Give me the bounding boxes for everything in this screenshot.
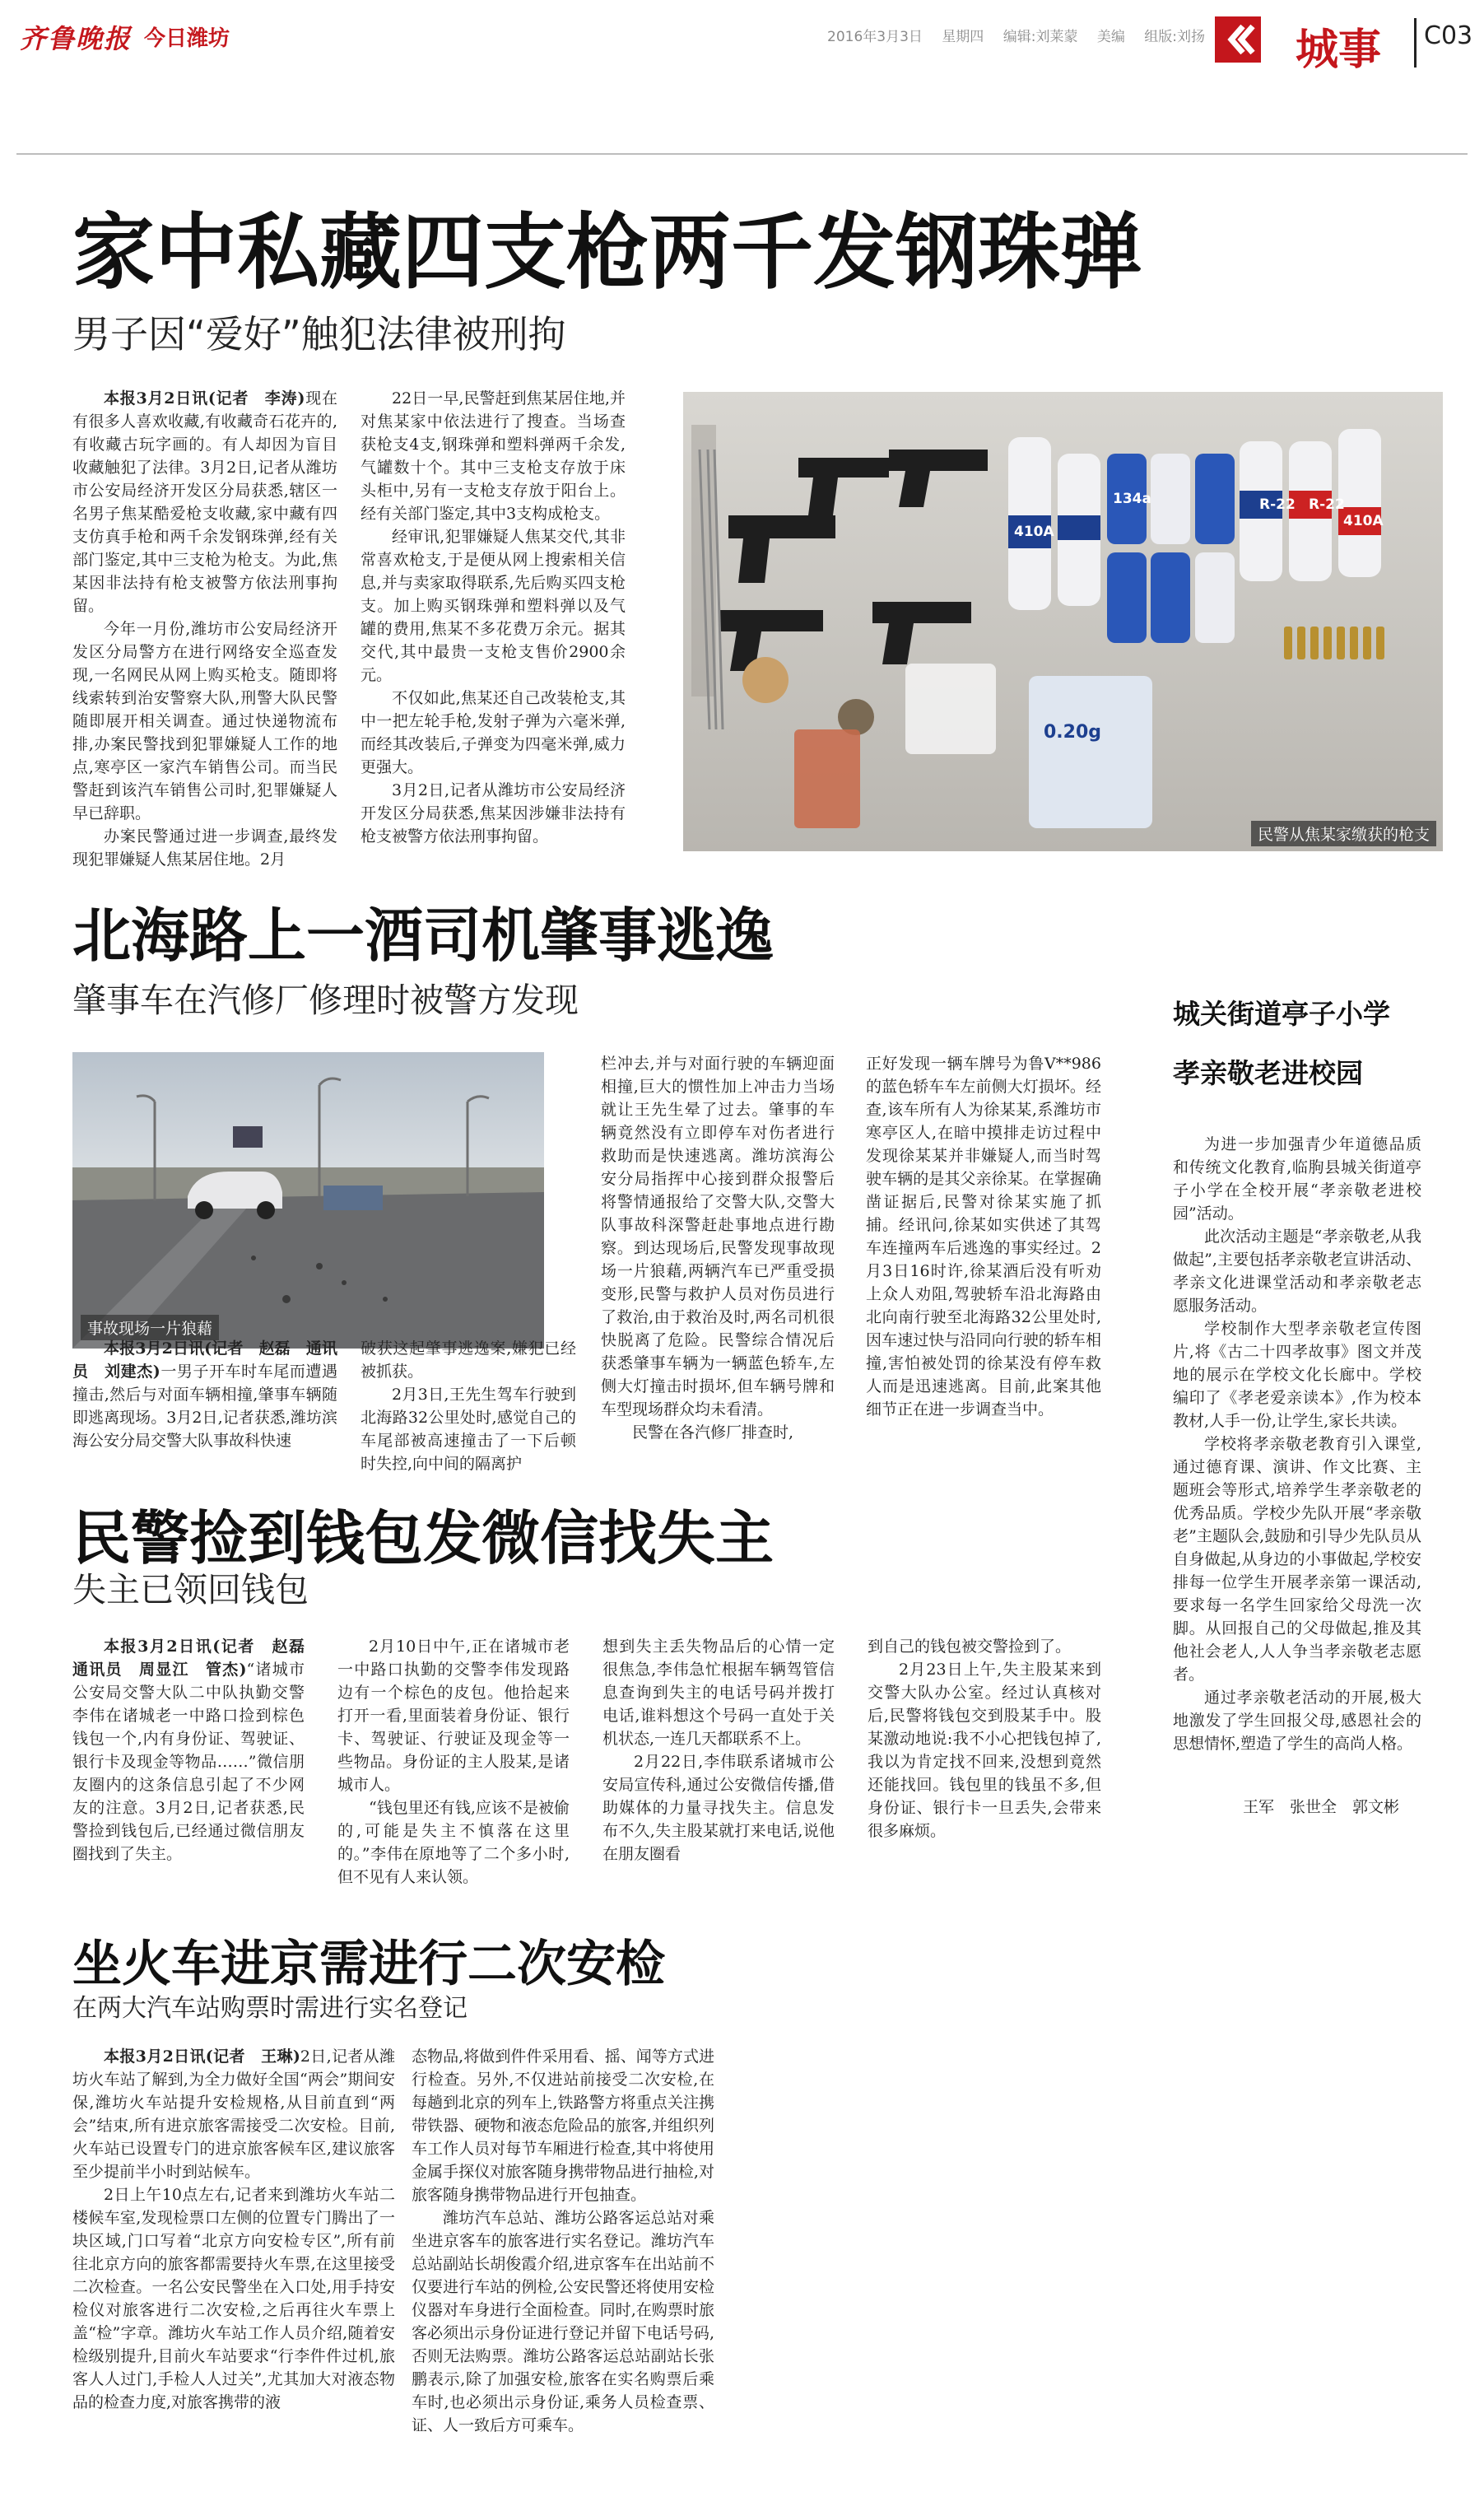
article2-column-1	[72, 1337, 337, 1477]
article1-byline: 本报3月2日讯(记者 李涛)	[104, 389, 305, 408]
can-label: 410A	[1343, 513, 1384, 529]
issue-info	[827, 25, 1220, 45]
page-number: C03	[1424, 21, 1473, 50]
article3-paragraph: 想到失主丢失物品后的心情一定很焦急,李伟急忙根据车辆驾管信息查询到失主的电话号码并拨打电话,谁料想这个号码一直处于关机状态,一连几天都联系不上。	[602, 1638, 835, 1748]
sidebar-credits: 王军 张世全 郭文彬	[1243, 1798, 1400, 1816]
article2-column-2	[361, 1337, 576, 1477]
article2-paragraph: 一男子开车时车尾而遭遇撞击,然后与对面车辆相撞,肇事车辆随即逃离现场。3月2日,记者获悉,潍坊滨海公安分局交警大队事故科快速	[72, 1363, 337, 1450]
masthead-divider	[1414, 18, 1417, 68]
can-label: 410A	[1014, 524, 1054, 540]
article3-subhead: 失主已领回钱包	[72, 1570, 309, 1610]
can-label: R-22	[1309, 496, 1345, 513]
article1-paragraph: 办案民警通过进一步调查,最终发现犯罪嫌疑人焦某居住地。2月	[72, 827, 337, 869]
article2-photo-caption: 事故现场一片狼藉	[81, 1315, 219, 1340]
article1-subhead: 男子因“爱好”触犯法律被刑拘	[72, 312, 566, 356]
article4-paragraph: 潍坊汽车总站、潍坊公路客运总站对乘坐进京客车的旅客进行实名登记。潍坊汽车总站副站长胡俊霞介绍,进京客车在出站前不仅要进行车站的例检,公安民警还将使用安检仪器对车身进行全面检查。同时,在购票时旅客必须出示身份证进行登记并留下电话号码,否则无法购票。潍坊公路客运总站副站长张鹏表示,除了加强安检,旅客在实名购票后乘车时,也必须出示身份证,乘务人员检查票、证、人一致后方可乘车。	[412, 2209, 714, 2434]
sidebar-body	[1173, 1133, 1421, 1800]
article1-paragraph: 现在有很多人喜欢收藏,有收藏奇石花卉的,有收藏古玩字画的。有人却因为盲目收藏触犯了法律。3月2日,记者从潍坊市公安局经济开发区分局获悉,辖区一名男子焦某酷爱枪支收藏,家中藏有四支仿真手枪和两千余发钢珠弹,经有关部门鉴定,其中三支枪为枪支。为此,焦某因非法持有枪支被警方依法刑事拘留。	[72, 389, 337, 615]
article1-headline: 家中私藏四支枪两千发钢珠弹	[72, 204, 1142, 300]
accident-scene-photo	[72, 1052, 544, 1349]
article3-paragraph: 2月22日,李伟联系诸城市公安局宣传科,通过公安微信传播,借助媒体的力量寻找失主。信息发布不久,失主股某就打来电话,说他在朋友圈看	[602, 1753, 835, 1863]
article1-paragraph: 22日一早,民警赶到焦某居住地,并对焦某家中依法进行了搜查。当场查获枪支4支,钢珠弹和塑料弹两千余发,气罐数十个。其中三支枪支存放于床头柜中,另有一支枪支存放于阳台上。经有关部门鉴定,其中3支构成枪支。	[361, 389, 626, 523]
article1-paragraph: 经审讯,犯罪嫌疑人焦某交代,其非常喜欢枪支,于是便从网上搜索相关信息,并与卖家取得联系,先后购买四支枪支。加上购买钢珠弹和塑料弹以及气罐的费用,焦某不多花费万余元。据其交代,其中最贵一支枪支售价2900余元。	[361, 528, 626, 684]
article1-photo	[683, 392, 1443, 851]
article4-column-1	[72, 2045, 395, 2490]
article4-column-2	[412, 2045, 714, 2490]
article1-column-1	[72, 387, 337, 869]
edition-name: 今日潍坊	[144, 26, 230, 51]
chevron-left-icon	[1215, 16, 1261, 63]
article4-paragraph: 态物品,将做到件件采用看、摇、闻等方式进行检查。另外,不仅进站前接受二次安检,在每趟到北京的列车上,铁路警方将重点关注携带铁器、硬物和液态危险品的旅客,并组织列车工作人员对每节车厢进行检查,其中将使用金属手探仪对旅客随身携带物品进行抽检,对旅客随身携带物品进行开包抽查。	[412, 2047, 714, 2204]
article3-paragraph: “钱包里还有钱,应该不是被偷的,可能是失主不慎落在这里的。”李伟在原地等了二个多小时,但不见有人来认领。	[337, 1799, 570, 1886]
art-editor-credit: 美编	[1096, 29, 1125, 45]
article1-paragraph: 3月2日,记者从潍坊市公安局经济开发区分局获悉,焦某因涉嫌非法持有枪支被警方依法刑事拘留。	[361, 781, 626, 846]
sidebar-paragraph: 此次活动主题是“孝亲敬老,从我做起”,主要包括孝亲敬老宣讲活动、孝亲文化进课堂活动和孝亲敬老志愿服务活动。	[1173, 1228, 1421, 1315]
can-label: R-22	[1259, 496, 1296, 513]
article3-byline: 本报3月2日讯(记者 赵磊 通讯员 周显江 管杰)	[72, 1638, 321, 1679]
sidebar-title-line2: 孝亲敬老进校园	[1173, 1057, 1363, 1089]
article3-column-2	[337, 1635, 570, 1890]
article4-subhead: 在两大汽车站购票时需进行实名登记	[72, 1994, 468, 2023]
seized-guns-photo	[683, 392, 1443, 851]
article2-column-4	[866, 1052, 1101, 1465]
svg-text:0.20g: 0.20g	[1044, 722, 1102, 743]
article4-headline: 坐火车进京需进行二次安检	[72, 1936, 665, 1993]
article3-paragraph: “诸城市公安局交警大队二中队执勤交警李伟在诸城老一中路口捡到棕色钱包一个,内有身份证、驾驶证、银行卡及现金等物品……”微信朋友圈内的这条信息引起了不少网友的注意。3月2日,记者获悉,民警捡到钱包后,已经通过微信朋友圈找到了失主。	[72, 1661, 305, 1863]
article1-paragraph: 不仅如此,焦某还自己改装枪支,其中一把左轮手枪,发射子弹为六毫米弹,而经其改装后,子弹变为四毫米弹,威力更强大。	[361, 689, 626, 776]
sidebar-paragraph: 通过孝亲敬老活动的开展,极大地激发了学生回报父母,感恩社会的思想情怀,塑造了学生的高尚人格。	[1173, 1689, 1421, 1753]
issue-weekday: 星期四	[942, 29, 984, 45]
article2-paragraph: 破获这起肇事逃逸案,嫌犯已经被抓获。	[361, 1339, 576, 1381]
can-label: 134a	[1113, 491, 1151, 507]
issue-date: 2016年3月3日	[827, 29, 923, 45]
article4-paragraph: 2日上午10点左右,记者来到潍坊火车站二楼候车室,发现检票口左侧的位置专门腾出了一块区域,门口写着“北京方向安检专区”,所有前往北京方向的旅客都需要持火车票,在这里接受二次检查。一名公安民警坐在入口处,用手持安检仪对旅客进行二次安检,之后再往火车票上盖“检”字章。潍坊火车站工作人员介绍,随着安检级别提升,目前火车站要求“行李件件过机,旅客人人过门,手检人人过关”,尤其加大对液态物品的检查力度,对旅客携带的液	[72, 2186, 395, 2411]
article3-paragraph: 2月10日中午,正在诸城市老一中路口执勤的交警李伟发现路边有一个棕色的皮包。他拾起来打开一看,里面装着身份证、银行卡、驾驶证、行驶证及现金等一些物品。身份证的主人股某,是诸城市人。	[337, 1638, 570, 1794]
article2-paragraph: 民警在各汽修厂排查时,	[632, 1423, 794, 1442]
article2-photo	[72, 1052, 544, 1349]
article2-column-3	[601, 1052, 835, 1465]
article1-photo-caption: 民警从焦某家缴获的枪支	[1251, 821, 1436, 846]
article3-paragraph: 2月23日上午,失主股某来到交警大队办公室。经过认真核对后,民警将钱包交到股某手中。股某激动地说:我不小心把钱包掉了,我以为肯定找不回来,没想到竟然还能找回。钱包里的钱虽不多,但身份证、银行卡一旦丢失,会带来很多麻烦。	[868, 1661, 1101, 1840]
article3-column-1	[72, 1635, 321, 1890]
article3-headline: 民警捡到钱包发微信找失主	[72, 1504, 775, 1572]
sidebar-paragraph: 学校制作大型孝亲敬老宣传图片,将《古二十四孝故事》图文并茂地的展示在学校文化长廊中。学校编印了《孝老爱亲读本》,作为校本教材,人手一份,让学生,家长共读。	[1173, 1320, 1421, 1430]
section-name: 城事	[1296, 26, 1382, 75]
article1-column-2	[361, 387, 626, 853]
article4-paragraph: 2日,记者从潍坊火车站了解到,为全力做好全国“两会”期间安保,潍坊火车站提升安检规格,从目前直到“两会”结束,所有进京旅客需接受二次安检。目前,火车站已设置专门的进京旅客候车区,建议旅客至少提前半小时到站候车。	[72, 2047, 395, 2181]
sidebar-paragraph: 学校将孝亲敬老教育引入课堂,通过德育课、演讲、作文比赛、主题班会等形式,培养学生孝亲敬老的优秀品质。学校少先队开展“孝亲敬老”主题队会,鼓励和引导少先队员从自身做起,从身边的小事做起,学校安排每一位学生开展孝亲第一课活动,要求每一名学生回家给父母洗一次脚。从回报自己的父母做起,推及其他社会老人,人人争当孝亲敬老志愿者。	[1173, 1435, 1421, 1684]
article2-paragraph: 2月3日,王先生驾车行驶到北海路32公里处时,感觉自己的车尾部被高速撞击了一下后顿时失控,向中间的隔离护	[361, 1386, 576, 1473]
article3-paragraph: 到自己的钱包被交警捡到了。	[868, 1638, 1072, 1656]
article3-column-3	[602, 1635, 835, 1890]
sidebar-title-line1: 城关街道亭子小学	[1173, 998, 1390, 1030]
editor-credit: 编辑:刘莱蒙	[1003, 29, 1078, 45]
layout-editor-credit: 组版:刘扬	[1144, 29, 1205, 45]
article3-column-4	[868, 1635, 1101, 1890]
article2-paragraph: 栏冲去,并与对面行驶的车辆迎面相撞,巨大的惯性加上冲击力当场就让王先生晕了过去。肇事的车辆竟然没有立即停车对伤者进行救助而是快速逃离。潍坊滨海公安分局指挥中心接到群众报警后将警情通报给了交警大队,交警大队事故科深警赶赴事地点进行勘察。到达现场后,民警发现事故现场一片狼藉,两辆汽车已严重受损变形,民警与救护人员对伤员进行了救治,由于救治及时,两名司机很快脱离了危险。民警综合情况后获悉肇事车辆为一辆蓝色轿车,左侧大灯撞击时损坏,但车辆号牌和车型现场群众均未看清。	[601, 1055, 835, 1419]
article1-paragraph: 今年一月份,潍坊市公安局经济开发区分局警方在进行网络安全巡查发现,一名网民从网上购买枪支。随即将线索转到治安警察大队,刑警大队民警随即展开相关调查。通过快递物流布排,办案民警找到犯罪嫌疑人工作的地点,寒亭区一家汽车销售公司。而当民警赶到该汽车销售公司时,犯罪嫌疑人早已辞职。	[72, 620, 337, 822]
header-rule	[16, 153, 1468, 155]
article2-headline: 北海路上一酒司机肇事逃逸	[72, 901, 775, 970]
article2-paragraph: 正好发现一辆车牌号为鲁V**986的蓝色轿车车左前侧大灯损坏。经查,该车所有人为徐某某,系潍坊市寒亭区人,在暗中摸排走访过程中发现徐某某并非嫌疑人,而当时驾驶车辆的是其父亲徐某。在掌握确凿证据后,民警对徐某实施了抓捕。经讯问,徐某如实供述了其驾车连撞两车后逃逸的事实经过。2月3日16时许,徐某酒后没有听劝上众人劝阻,驾驶轿车沿北海路由北向南行驶至北海路32公里处时,因车速过快与沿同向行驶的轿车相撞,害怕被处罚的徐某没有停车救人而是迅速逃离。目前,此案其他细节正在进一步调查当中。	[866, 1055, 1101, 1419]
article4-byline: 本报3月2日讯(记者 王琳)	[104, 2047, 300, 2066]
article2-subhead: 肇事车在汽修厂修理时被警方发现	[72, 981, 579, 1020]
article2-byline: 本报3月2日讯(记者 赵磊 通讯员 刘建杰)	[72, 1339, 337, 1381]
newspaper-logo: 齐鲁晚报	[20, 23, 133, 54]
sidebar-paragraph: 为进一步加强青少年道德品质和传统文化教育,临朐县城关街道亭子小学在全校开展“孝亲敬老进校园”活动。	[1173, 1135, 1421, 1223]
